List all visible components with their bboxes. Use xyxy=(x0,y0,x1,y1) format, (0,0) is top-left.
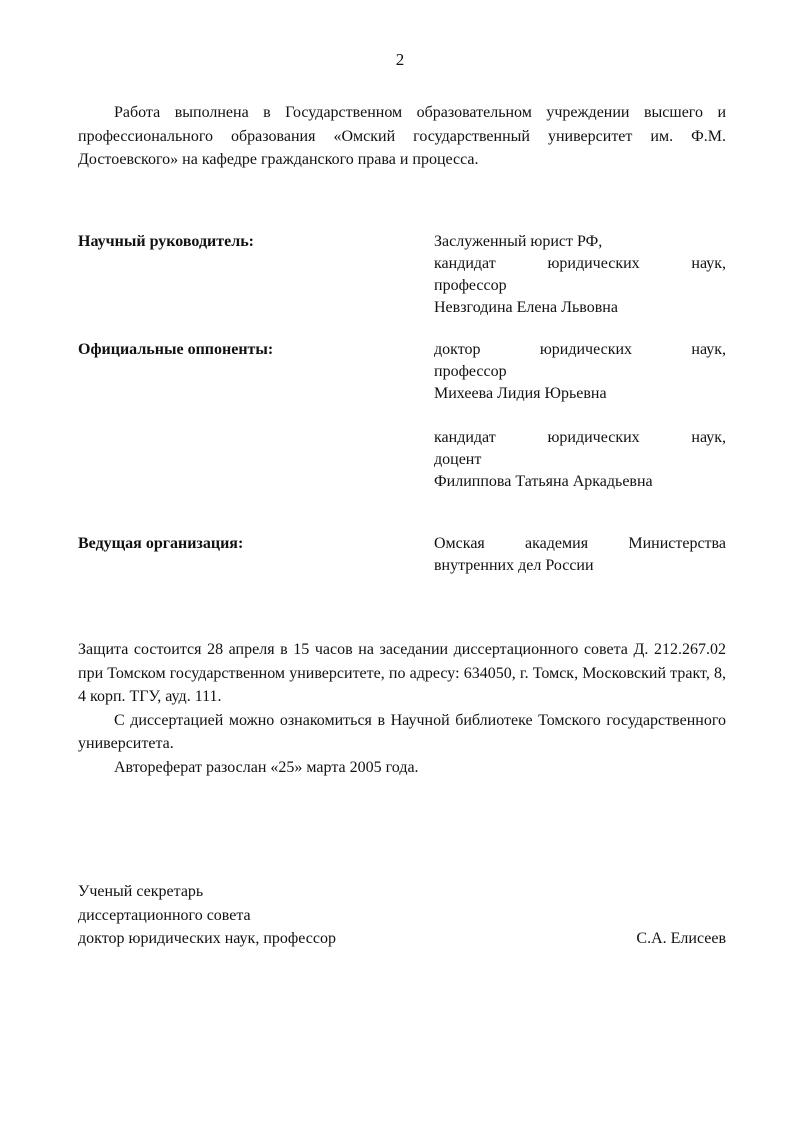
leading-org-label: Ведущая организация: xyxy=(78,535,244,552)
defense-info xyxy=(78,638,726,779)
supervisor-details xyxy=(434,231,726,319)
supervisor-name: Невзгодина Елена Львовна xyxy=(434,299,618,316)
opponent1-line: доктор юридических наук, xyxy=(434,341,726,358)
signature-title-line: Ученый секретарь xyxy=(78,883,204,900)
opponent2-line: доцент xyxy=(434,451,482,468)
abstract-date-paragraph: Автореферат разослан «25» марта 2005 года. xyxy=(114,758,419,776)
opponent1-name: Михеева Лидия Юрьевна xyxy=(434,385,607,402)
defense-paragraph: Защита состоится 28 апреля в 15 часов на заседании диссертационного совета Д. 212.267.02 при Томском государственном университете, по адресу: 634050, г. Томск, Московский тракт, 8, 4 корп. ТГУ, ауд. 111. xyxy=(78,641,726,705)
intro-paragraph xyxy=(78,101,726,172)
signature-name: С.А. Елисеев xyxy=(636,930,726,947)
opponent2-line: кандидат юридических наук, xyxy=(434,429,726,446)
leading-org-details xyxy=(434,533,726,577)
opponents-label: Официальные оппоненты: xyxy=(78,341,274,358)
opponent2-name: Филиппова Татьяна Аркадьевна xyxy=(434,473,653,490)
supervisor-line: Заслуженный юрист РФ, xyxy=(434,233,603,250)
signature-block xyxy=(78,880,726,951)
leading-org-line: внутренних дел России xyxy=(434,557,594,574)
supervisor-label: Научный руководитель: xyxy=(78,233,254,250)
signature-title-line: диссертационного совета xyxy=(78,906,251,924)
supervisor-line: кандидат юридических наук, xyxy=(434,255,726,272)
library-paragraph: С диссертацией можно ознакомиться в Научной библиотеке Томского государственного университета. xyxy=(78,711,726,752)
opponent1-line: профессор xyxy=(434,363,507,380)
opponents-details xyxy=(434,339,726,493)
supervisor-line: профессор xyxy=(434,277,507,294)
signature-title-line: доктор юридических наук, профессор xyxy=(78,930,336,947)
intro-text: Работа выполнена в Государственном образовательном учреждении высшего и профессионального образования «Омский государственный университет им. Ф.М. Достоевского» на кафедре гражданского права и процесса. xyxy=(78,104,726,168)
page-number: 2 xyxy=(395,50,405,69)
leading-org-line: Омская академия Министерства xyxy=(434,535,726,552)
